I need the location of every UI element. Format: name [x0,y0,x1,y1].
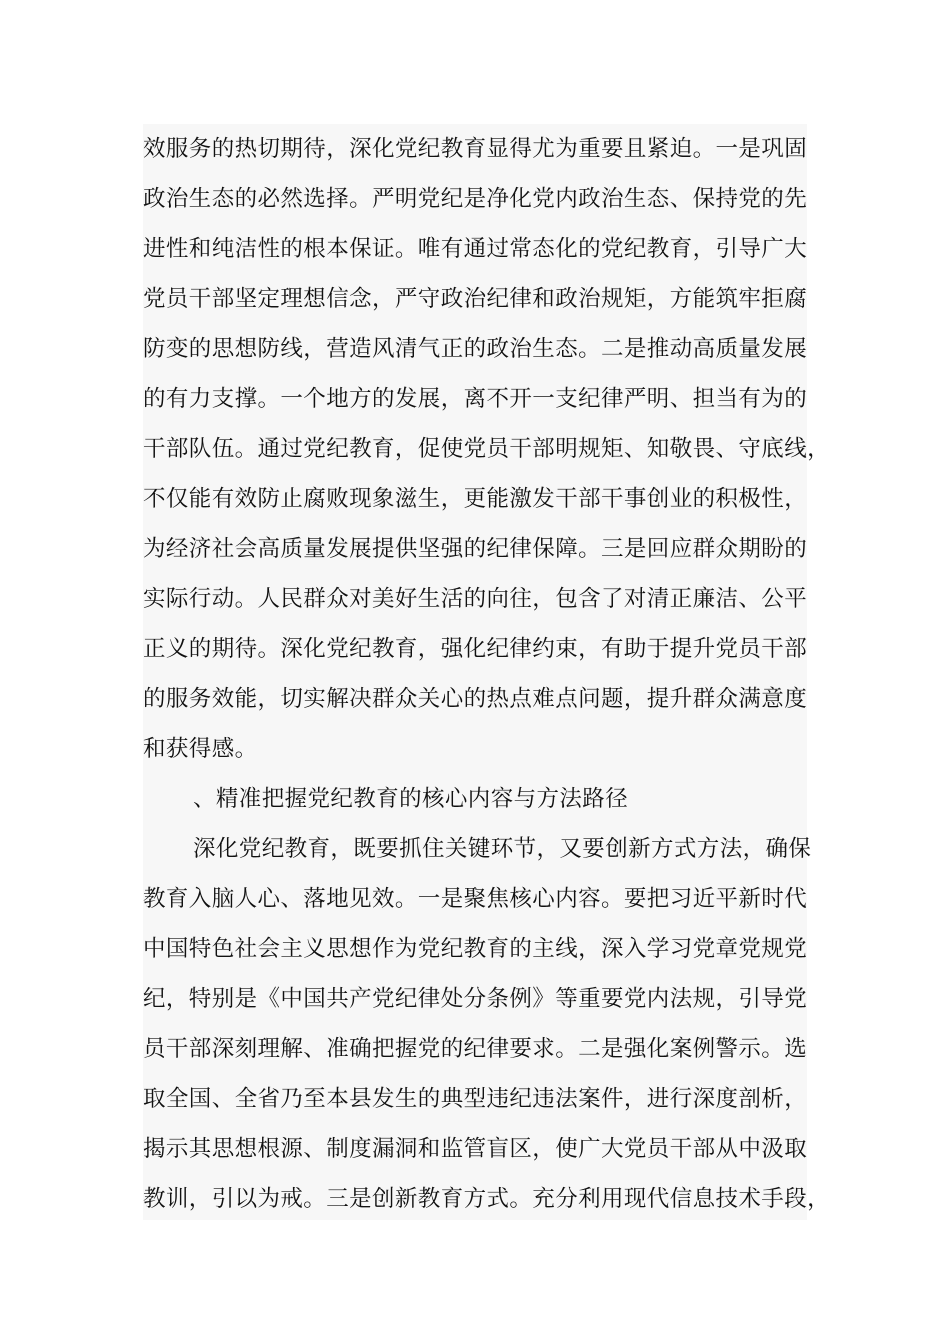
paragraph-line: 效服务的热切期待，深化党纪教育显得尤为重要且紧迫。一是巩固 [143,136,808,162]
paragraph-line: 防变的思想防线，营造风清气正的政治生态。二是推动高质量发展 [143,336,808,362]
section-heading: 、精准把握党纪教育的核心内容与方法路径 [193,786,629,812]
paragraph-line: 教训，引以为戒。三是创新教育方式。充分利用现代信息技术手段， [143,1186,831,1212]
paragraph-line: 干部队伍。通过党纪教育，促使党员干部明规矩、知敬畏、守底线， [143,436,831,462]
paragraph-line: 揭示其思想根源、制度漏洞和监管盲区，使广大党员干部从中汲取 [143,1136,808,1162]
paragraph-line: 深化党纪教育，既要抓住关键环节，又要创新方式方法，确保 [193,836,812,862]
paragraph-line: 员干部深刻理解、准确把握党的纪律要求。二是强化案例警示。选 [143,1036,808,1062]
paragraph-line: 进性和纯洁性的根本保证。唯有通过常态化的党纪教育，引导广大 [143,236,808,262]
paragraph-line: 纪，特别是《中国共产党纪律处分条例》等重要党内法规，引导党 [143,986,808,1012]
paragraph-line: 和获得感。 [143,736,258,762]
paragraph-line: 不仅能有效防止腐败现象滋生，更能激发干部干事创业的积极性， [143,486,808,512]
paragraph-line: 实际行动。人民群众对美好生活的向往，包含了对清正廉洁、公平 [143,586,808,612]
paragraph-line: 取全国、全省乃至本县发生的典型违纪违法案件，进行深度剖析， [143,1086,808,1112]
paragraph-line: 正义的期待。深化党纪教育，强化纪律约束，有助于提升党员干部 [143,636,808,662]
paragraph-line: 政治生态的必然选择。严明党纪是净化党内政治生态、保持党的先 [143,186,808,212]
paragraph-line: 中国特色社会主义思想作为党纪教育的主线，深入学习党章党规党 [143,936,808,962]
paragraph-line: 党员干部坚定理想信念，严守政治纪律和政治规矩，方能筑牢拒腐 [143,286,808,312]
paragraph-line: 的有力支撑。一个地方的发展，离不开一支纪律严明、担当有为的 [143,386,808,412]
paragraph-line: 的服务效能，切实解决群众关心的热点难点问题，提升群众满意度 [143,686,808,712]
paragraph-line: 教育入脑人心、落地见效。一是聚焦核心内容。要把习近平新时代 [143,886,808,912]
paragraph-line: 为经济社会高质量发展提供坚强的纪律保障。三是回应群众期盼的 [143,536,808,562]
